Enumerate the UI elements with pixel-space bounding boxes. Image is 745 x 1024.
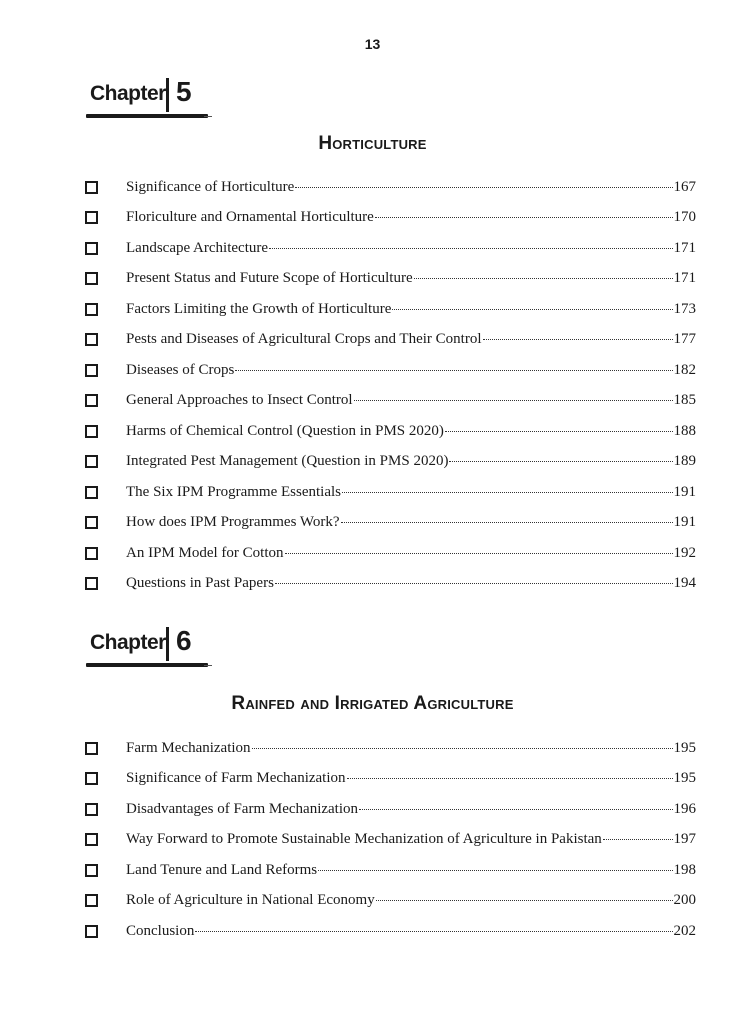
checkbox-icon <box>85 864 98 877</box>
dot-leader <box>414 278 673 279</box>
checkbox-icon <box>85 181 98 194</box>
toc-entry-page: 173 <box>673 300 696 317</box>
dot-leader <box>392 309 672 310</box>
chapter-label: Chapter <box>90 631 166 654</box>
toc-entry-page: 195 <box>673 739 696 756</box>
chapter-5-title: Horticulture <box>318 133 427 154</box>
checkbox-icon <box>85 364 98 377</box>
toc-entry[interactable] <box>84 508 696 539</box>
checkbox-icon <box>85 425 98 438</box>
toc-entry-title: An IPM Model for Cotton <box>126 544 284 561</box>
toc-entry[interactable] <box>84 733 696 764</box>
dot-leader <box>341 522 673 523</box>
checkbox-icon <box>85 394 98 407</box>
dot-leader <box>449 461 672 462</box>
checkbox-icon <box>85 577 98 590</box>
toc-entry[interactable] <box>84 764 696 795</box>
toc-entry-title: Integrated Pest Management (Question in PMS 2020) <box>126 453 449 470</box>
chapter-number: 6 <box>176 625 192 656</box>
toc-entry-title: Farm Mechanization <box>126 739 251 756</box>
dot-leader <box>445 431 673 432</box>
chapter-label: Chapter <box>90 82 166 105</box>
toc-entry-title: Landscape Architecture <box>126 239 269 256</box>
checkbox-icon <box>85 742 98 755</box>
dot-leader <box>235 370 672 371</box>
toc-entry-page: 182 <box>673 361 696 378</box>
toc-entry[interactable] <box>84 325 696 356</box>
toc-entry-page: 195 <box>673 770 696 787</box>
checkbox-icon <box>85 333 98 346</box>
toc-entry-page: 194 <box>673 575 696 592</box>
toc-entry-page: 171 <box>673 239 696 256</box>
dot-leader <box>359 809 672 810</box>
toc-entry-page: 191 <box>673 514 696 531</box>
toc-entry-title: General Approaches to Insect Control <box>126 392 353 409</box>
chapter-divider <box>166 627 169 661</box>
chapter-underline <box>86 663 208 667</box>
toc-entry-title: How does IPM Programmes Work? <box>126 514 340 531</box>
checkbox-icon <box>85 455 98 468</box>
toc-entry[interactable] <box>84 355 696 386</box>
chapter-divider <box>166 78 169 112</box>
toc-entry-page: 198 <box>673 861 696 878</box>
checkbox-icon <box>85 516 98 529</box>
toc-entry-page: 200 <box>673 892 696 909</box>
toc-entry[interactable] <box>84 569 696 600</box>
toc-entry-title: Significance of Farm Mechanization <box>126 770 346 787</box>
toc-entry-page: 192 <box>673 544 696 561</box>
checkbox-icon <box>85 272 98 285</box>
toc-entry[interactable] <box>84 794 696 825</box>
toc-entry[interactable] <box>84 855 696 886</box>
toc-entry-page: 191 <box>673 483 696 500</box>
toc-entry[interactable] <box>84 825 696 856</box>
toc-entry-title: Harms of Chemical Control (Question in PMS 2020) <box>126 422 444 439</box>
toc-entry[interactable] <box>84 233 696 264</box>
toc-entry[interactable] <box>84 477 696 508</box>
dot-leader <box>347 778 673 779</box>
toc-entry[interactable] <box>84 294 696 325</box>
toc-entry-page: 177 <box>673 331 696 348</box>
toc-entry[interactable] <box>84 447 696 478</box>
checkbox-icon <box>85 925 98 938</box>
toc-entry[interactable] <box>84 538 696 569</box>
toc-entry-title: The Six IPM Programme Essentials <box>126 483 341 500</box>
toc-entry-page: 167 <box>673 178 696 195</box>
chapter-6-title: Rainfed and Irrigated Agriculture <box>231 693 514 714</box>
toc-entry-title: Floriculture and Ornamental Horticulture <box>126 209 374 226</box>
dot-leader <box>375 217 673 218</box>
toc-entry-page: 197 <box>673 831 696 848</box>
dot-leader <box>269 248 672 249</box>
toc-entry-title: Present Status and Future Scope of Horticulture <box>126 270 413 287</box>
dot-leader <box>318 870 672 871</box>
dot-leader <box>275 583 673 584</box>
dot-leader <box>295 187 672 188</box>
toc-entry-page: 202 <box>673 922 696 939</box>
dot-leader <box>252 748 673 749</box>
toc-entry-page: 185 <box>673 392 696 409</box>
toc-entry-title: Land Tenure and Land Reforms <box>126 861 318 878</box>
toc-entry[interactable] <box>84 416 696 447</box>
dot-leader <box>195 931 672 932</box>
toc-entry-page: 171 <box>673 270 696 287</box>
dot-leader <box>342 492 673 493</box>
toc-entry-title: Conclusion <box>126 922 195 939</box>
toc-entry-title: Way Forward to Promote Sustainable Mechanization of Agriculture in Pakistan <box>126 831 602 848</box>
checkbox-icon <box>85 833 98 846</box>
toc-entry[interactable] <box>84 916 696 947</box>
toc-entry-title: Factors Limiting the Growth of Horticulture <box>126 300 392 317</box>
toc-entry-title: Diseases of Crops <box>126 361 235 378</box>
checkbox-icon <box>85 803 98 816</box>
toc-entry-title: Role of Agriculture in National Economy <box>126 892 375 909</box>
chapter-number: 5 <box>176 76 192 107</box>
toc-entry-page: 196 <box>673 800 696 817</box>
dot-leader <box>376 900 673 901</box>
toc-entry[interactable] <box>84 264 696 295</box>
checkbox-icon <box>85 772 98 785</box>
dot-leader <box>483 339 673 340</box>
checkbox-icon <box>85 547 98 560</box>
chapter-5-toc <box>84 172 696 599</box>
toc-entry-page: 188 <box>673 422 696 439</box>
checkbox-icon <box>85 242 98 255</box>
toc-entry-title: Significance of Horticulture <box>126 178 295 195</box>
chapter-6-badge <box>90 627 215 667</box>
toc-entry[interactable] <box>84 386 696 417</box>
toc-entry-title: Disadvantages of Farm Mechanization <box>126 800 359 817</box>
toc-entry[interactable] <box>84 203 696 234</box>
chapter-6-toc <box>84 733 696 947</box>
toc-entry[interactable] <box>84 886 696 917</box>
checkbox-icon <box>85 894 98 907</box>
dot-leader <box>603 839 673 840</box>
checkbox-icon <box>85 211 98 224</box>
toc-entry-title: Questions in Past Papers <box>126 575 274 592</box>
checkbox-icon <box>85 303 98 316</box>
page-number: 13 <box>364 36 381 52</box>
toc-entry-page: 170 <box>673 209 696 226</box>
toc-entry-title: Pests and Diseases of Agricultural Crops and Their Control <box>126 331 482 348</box>
toc-entry[interactable] <box>84 172 696 203</box>
toc-entry-page: 189 <box>673 453 696 470</box>
dot-leader <box>354 400 673 401</box>
chapter-5-badge <box>90 78 215 118</box>
dot-leader <box>285 553 673 554</box>
chapter-underline <box>86 114 208 118</box>
checkbox-icon <box>85 486 98 499</box>
